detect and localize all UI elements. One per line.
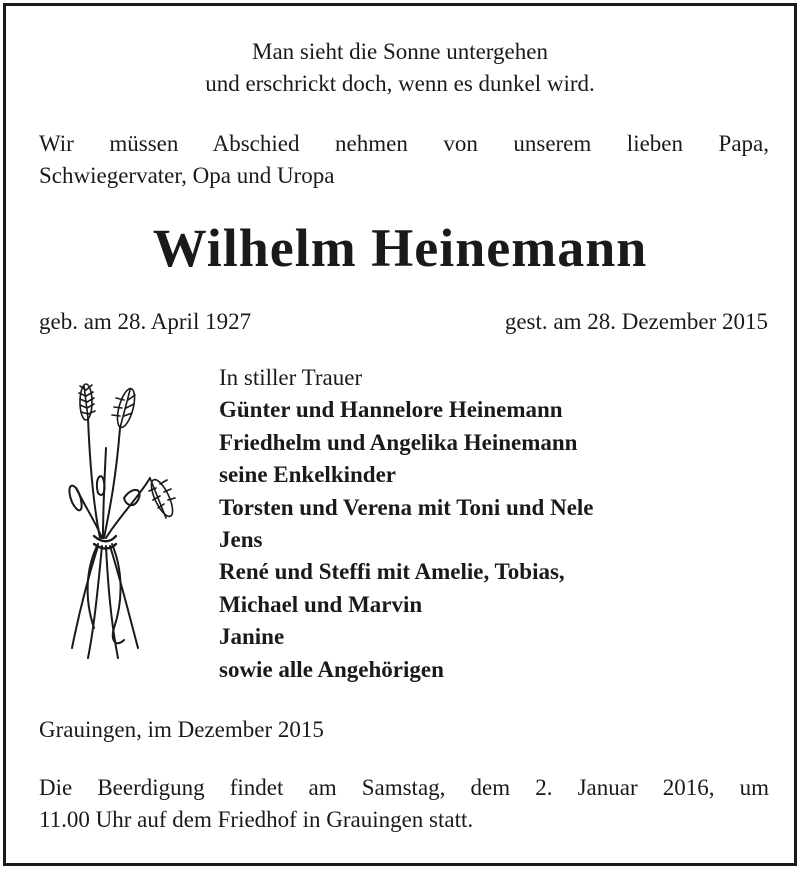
mourners-list	[219, 362, 594, 686]
wheat-sheaf-icon	[58, 378, 193, 668]
mourner-line: sowie alle Angehörigen	[219, 656, 444, 682]
mourner-line: Günter und Hannelore Heinemann	[219, 397, 563, 423]
mourner-line: Michael und Marvin	[219, 591, 423, 617]
funeral-announcement	[39, 772, 769, 836]
farewell-intro	[39, 128, 769, 192]
funeral-line-1: Die Beerdigung findet am Samstag, dem 2. Januar 2016, um	[39, 775, 769, 800]
mourner-line: Friedhelm und Angelika Heinemann	[219, 429, 578, 455]
death-date: gest. am 28. Dezember 2015	[504, 309, 768, 334]
mourner-line: Janine	[219, 624, 285, 650]
deceased-name: Wilhelm Heinemann	[152, 218, 648, 278]
mourning-heading: In stiller Trauer	[219, 365, 363, 390]
intro-line-1: Wir müssen Abschied nehmen von unserem lieben Papa,	[39, 131, 769, 156]
mourner-line: Torsten und Verena mit Toni und Nele	[219, 494, 594, 520]
poem-line-1: Man sieht die Sonne untergehen	[252, 39, 548, 64]
birth-date: geb. am 28. April 1927	[39, 309, 252, 334]
intro-line-2: Schwiegervater, Opa und Uropa	[39, 163, 335, 188]
funeral-line-2: 11.00 Uhr auf dem Friedhof in Grauingen statt.	[39, 807, 474, 832]
poem-line-2: und erschrickt doch, wenn es dunkel wird.	[205, 71, 595, 96]
obituary-notice	[3, 3, 797, 866]
mourner-line: seine Enkelkinder	[219, 462, 397, 488]
place-and-date: Grauingen, im Dezember 2015	[39, 717, 324, 742]
mourner-line: Jens	[219, 527, 263, 553]
poem-verse	[6, 36, 794, 100]
mourner-line: René und Steffi mit Amelie, Tobias,	[219, 559, 565, 585]
